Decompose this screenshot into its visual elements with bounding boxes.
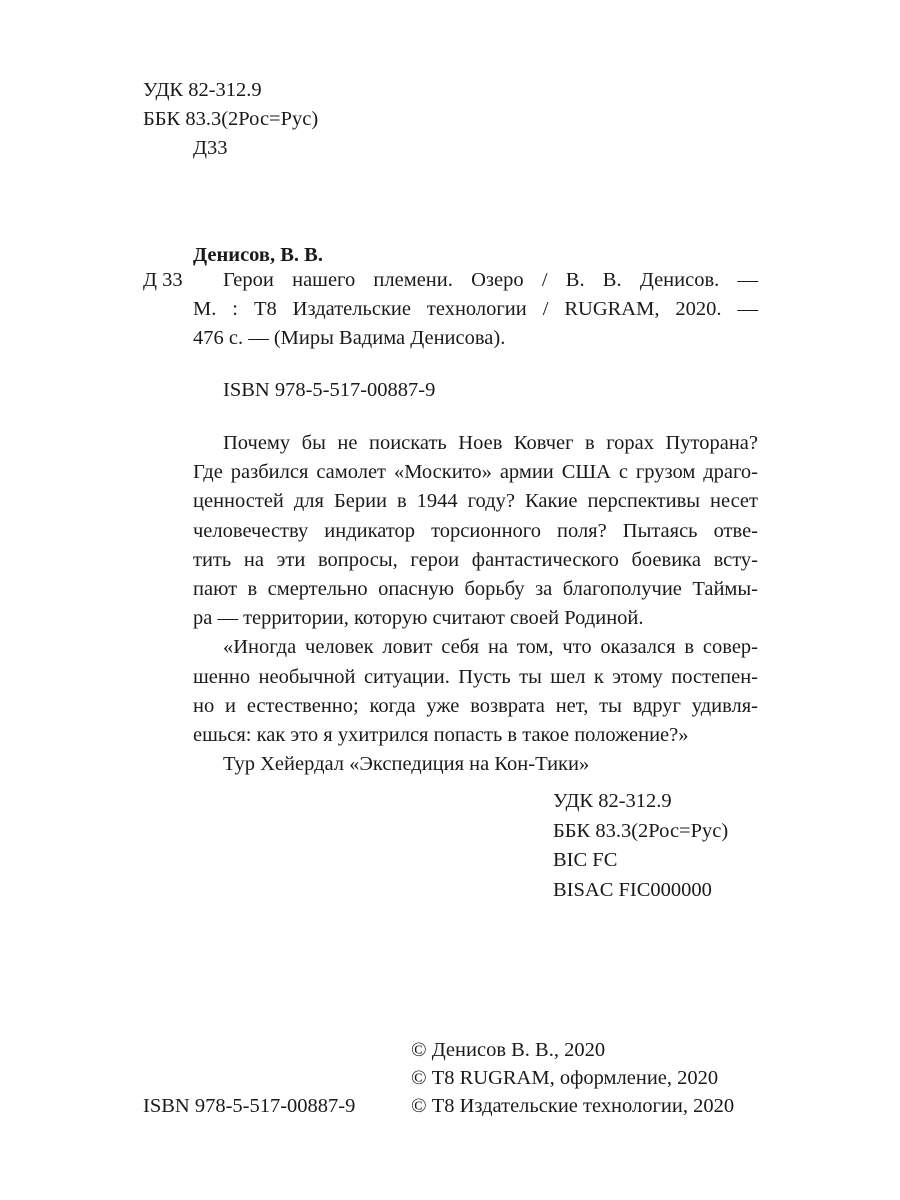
annotation-line: человечеству индикатор торсионного поля? Пытаясь отве- xyxy=(193,519,758,542)
copyright-publisher: © Т8 Издательские технологии, 2020 xyxy=(411,1095,735,1117)
annotation-line: Почему бы не поискать Ноев Ковчег в горах Путорана? xyxy=(223,432,758,454)
quote-attribution: Тур Хейердал «Экспедиция на Кон-Тики» xyxy=(223,753,590,776)
entry-isbn: ISBN 978-5-517-00887-9 xyxy=(223,379,436,401)
annotation-line: ра — территории, которую считают своей Родиной. xyxy=(193,607,644,630)
classification-codes xyxy=(553,787,728,905)
bisac-code: BISAC FIC000000 xyxy=(553,878,712,901)
bic-code: BIC FC xyxy=(553,849,618,871)
description-line: Герои нашего племени. Озеро / В. В. Денисов. — xyxy=(223,269,758,291)
annotation-line: тить на эти вопросы, герои фантастического боевика всту- xyxy=(193,548,758,571)
bibliographic-description xyxy=(193,266,758,353)
copyright-author: © Денисов В. В., 2020 xyxy=(411,1039,606,1061)
quote-line: шенно необычной ситуации. Пусть ты шел к этому постепен- xyxy=(193,665,758,688)
annotation-line: ценностей для Берии в 1944 году? Какие перспективы несет xyxy=(193,490,758,513)
annotation xyxy=(193,429,758,779)
copyright-notices xyxy=(411,1036,734,1120)
bbk-code: ББК 83.3(2Рос=Рус) xyxy=(553,819,729,842)
udk-code: УДК 82-312.9 xyxy=(553,790,672,812)
annotation-line: пают в смертельно опасную борьбу за благополучие Таймы- xyxy=(193,578,758,601)
quote-line: но и естественно; когда уже возврата нет, ты вдруг удивля- xyxy=(193,694,758,717)
annotation-line: Где разбился самолет «Москито» армии США с грузом драго- xyxy=(193,461,758,484)
entry-call-number: Д 33 xyxy=(143,269,183,291)
top-classification-codes xyxy=(143,76,318,163)
quote-line: ешься: как это я ухитрился попасть в такое положение?» xyxy=(193,724,689,747)
description-line: М. : Т8 Издательские технологии / RUGRAM, 2020. — xyxy=(193,298,758,320)
description-line: 476 с. — (Миры Вадима Денисова). xyxy=(193,327,506,349)
bbk-code: ББК 83.3(2Рос=Рус) xyxy=(143,108,319,130)
author-mark: Д33 xyxy=(193,137,228,159)
quote-line: «Иногда человек ловит себя на том, что оказался в совер- xyxy=(223,636,758,659)
udk-code: УДК 82-312.9 xyxy=(143,79,262,101)
entry-author: Денисов, В. В. xyxy=(193,244,323,266)
copyright-design: © Т8 RUGRAM, оформление, 2020 xyxy=(411,1067,719,1089)
footer-isbn: ISBN 978-5-517-00887-9 xyxy=(143,1095,356,1117)
